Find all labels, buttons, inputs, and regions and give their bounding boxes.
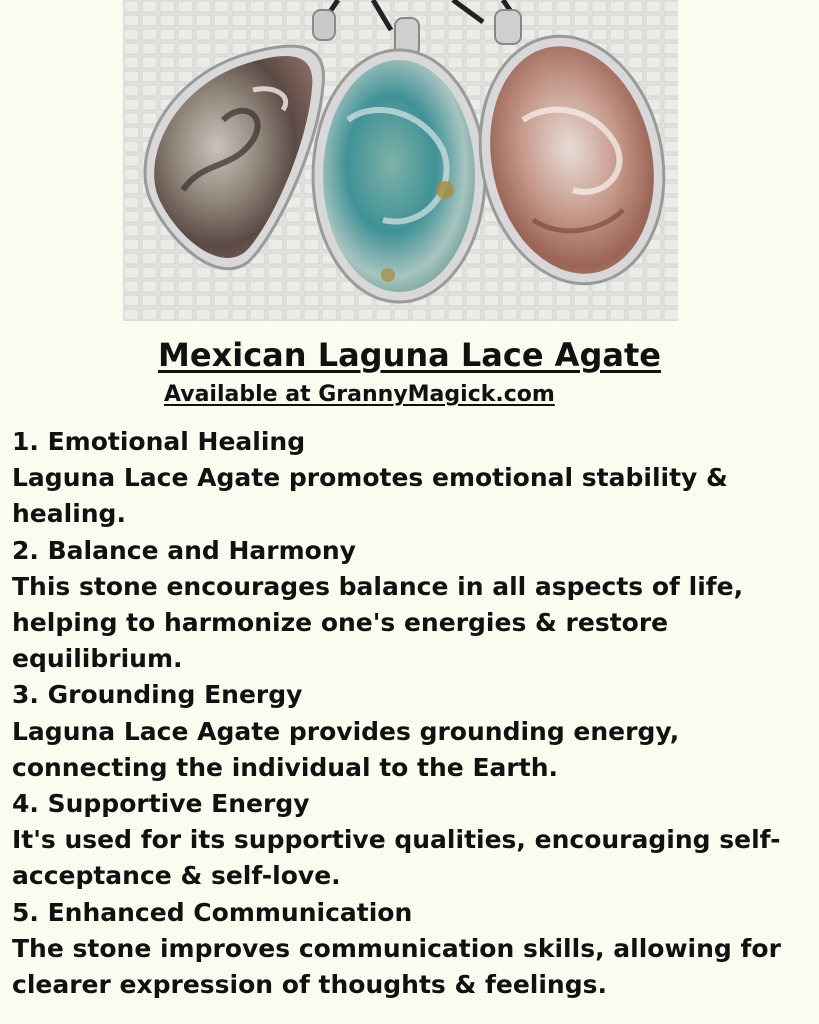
list-item bbox=[12, 424, 802, 533]
item-heading: 3. Grounding Energy bbox=[12, 680, 303, 710]
list-item bbox=[12, 786, 802, 895]
item-description: This stone encourages balance in all aspects of life, helping to harmonize one's energies & restore equilibrium. bbox=[12, 571, 744, 674]
item-description: Laguna Lace Agate promotes emotional stability & healing. bbox=[12, 463, 728, 529]
list-item bbox=[12, 677, 802, 786]
item-heading: 4. Supportive Energy bbox=[12, 789, 310, 819]
page-title: Mexican Laguna Lace Agate bbox=[158, 336, 661, 374]
item-heading: 5. Enhanced Communication bbox=[12, 897, 413, 927]
item-description: Laguna Lace Agate provides grounding energy, connecting the individual to the Earth. bbox=[12, 716, 680, 782]
properties-list bbox=[12, 424, 802, 1003]
agate-pendants-photo bbox=[123, 0, 678, 321]
item-heading: 2. Balance and Harmony bbox=[12, 535, 356, 565]
list-item bbox=[12, 533, 802, 678]
item-description: It's used for its supportive qualities, encouraging self-acceptance & self-love. bbox=[12, 825, 781, 891]
website-subtitle: Available at GrannyMagick.com bbox=[164, 382, 555, 407]
item-heading: 1. Emotional Healing bbox=[12, 427, 306, 456]
list-item bbox=[12, 895, 802, 1004]
item-description: The stone improves communication skills, allowing for clearer expression of thoughts & feelings. bbox=[12, 933, 781, 1000]
